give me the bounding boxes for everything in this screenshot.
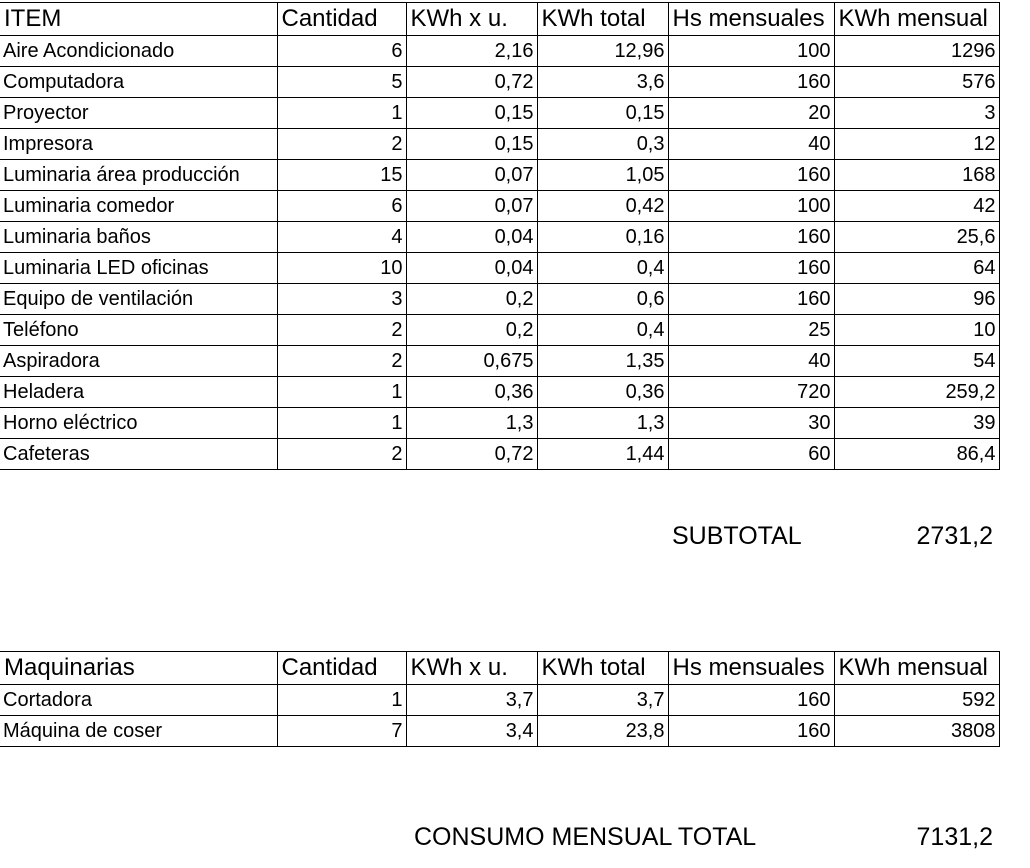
row-value-cell: 160	[668, 222, 834, 253]
header-kwh-total: KWh total	[537, 3, 668, 36]
row-value-cell: 2	[277, 315, 406, 346]
row-value-cell: 1,44	[537, 439, 668, 470]
row-value-cell: 1,3	[537, 408, 668, 439]
machinery-header-row	[0, 652, 999, 685]
row-value-cell: 5	[277, 67, 406, 98]
row-item-name: Máquina de coser	[0, 716, 277, 747]
machinery-table	[0, 651, 1000, 747]
row-value-cell: 0,15	[406, 98, 537, 129]
row-item-name: Equipo de ventilación	[0, 284, 277, 315]
row-value-cell: 1	[277, 685, 406, 716]
table-row	[0, 284, 999, 315]
row-value-cell: 1,35	[537, 346, 668, 377]
row-value-cell: 160	[668, 253, 834, 284]
row-item-name: Teléfono	[0, 315, 277, 346]
row-value-cell: 0,36	[537, 377, 668, 408]
row-value-cell: 60	[668, 439, 834, 470]
row-value-cell: 7	[277, 716, 406, 747]
row-value-cell: 42	[834, 191, 999, 222]
row-value-cell: 576	[834, 67, 999, 98]
row-value-cell: 30	[668, 408, 834, 439]
subtotal-value: 2731,2	[916, 522, 993, 550]
table-row	[0, 315, 999, 346]
row-value-cell: 1,05	[537, 160, 668, 191]
row-value-cell: 3	[834, 98, 999, 129]
row-value-cell: 1	[277, 408, 406, 439]
table-row	[0, 222, 999, 253]
row-value-cell: 86,4	[834, 439, 999, 470]
grand-total-value: 7131,2	[916, 823, 993, 851]
table-row	[0, 98, 999, 129]
row-value-cell: 10	[834, 315, 999, 346]
row-value-cell: 0,4	[537, 315, 668, 346]
row-value-cell: 10	[277, 253, 406, 284]
row-item-name: Aire Acondicionado	[0, 36, 277, 67]
row-value-cell: 12,96	[537, 36, 668, 67]
row-value-cell: 23,8	[537, 716, 668, 747]
row-value-cell: 0,42	[537, 191, 668, 222]
table-row	[0, 67, 999, 98]
row-value-cell: 15	[277, 160, 406, 191]
grand-total-label: CONSUMO MENSUAL TOTAL	[414, 823, 757, 851]
row-value-cell: 4	[277, 222, 406, 253]
row-value-cell: 3808	[834, 716, 999, 747]
row-value-cell: 0,07	[406, 191, 537, 222]
header-kwh-mensual: KWh mensual	[834, 3, 999, 36]
header-kwh-total: KWh total	[537, 652, 668, 685]
row-value-cell: 0,04	[406, 253, 537, 284]
table-row	[0, 716, 999, 747]
row-value-cell: 64	[834, 253, 999, 284]
row-item-name: Heladera	[0, 377, 277, 408]
row-value-cell: 3,7	[537, 685, 668, 716]
row-value-cell: 39	[834, 408, 999, 439]
row-value-cell: 0,15	[537, 98, 668, 129]
row-value-cell: 0,3	[537, 129, 668, 160]
header-hs-mensuales: Hs mensuales	[668, 3, 834, 36]
table-row	[0, 129, 999, 160]
row-value-cell: 3	[277, 284, 406, 315]
subtotal-label: SUBTOTAL	[672, 522, 802, 550]
header-kwh-mensual: KWh mensual	[834, 652, 999, 685]
row-item-name: Computadora	[0, 67, 277, 98]
row-value-cell: 6	[277, 36, 406, 67]
row-item-name: Luminaria área producción	[0, 160, 277, 191]
row-value-cell: 160	[668, 685, 834, 716]
table-row	[0, 346, 999, 377]
row-item-name: Luminaria baños	[0, 222, 277, 253]
table-row	[0, 408, 999, 439]
row-value-cell: 160	[668, 716, 834, 747]
table-row	[0, 377, 999, 408]
row-value-cell: 0,2	[406, 284, 537, 315]
row-value-cell: 160	[668, 160, 834, 191]
row-value-cell: 0,16	[537, 222, 668, 253]
table-row	[0, 439, 999, 470]
table-row	[0, 160, 999, 191]
equipment-table-body	[0, 36, 999, 470]
header-kwh-unit: KWh x u.	[406, 3, 537, 36]
row-item-name: Aspiradora	[0, 346, 277, 377]
row-item-name: Proyector	[0, 98, 277, 129]
table-row	[0, 685, 999, 716]
row-value-cell: 40	[668, 346, 834, 377]
machinery-table-body	[0, 685, 999, 747]
row-value-cell: 20	[668, 98, 834, 129]
row-value-cell: 0,72	[406, 67, 537, 98]
row-value-cell: 1,3	[406, 408, 537, 439]
table-row	[0, 191, 999, 222]
row-value-cell: 160	[668, 284, 834, 315]
row-value-cell: 100	[668, 36, 834, 67]
row-item-name: Impresora	[0, 129, 277, 160]
row-value-cell: 25,6	[834, 222, 999, 253]
row-value-cell: 0,04	[406, 222, 537, 253]
row-item-name: Cortadora	[0, 685, 277, 716]
row-value-cell: 0,15	[406, 129, 537, 160]
row-value-cell: 100	[668, 191, 834, 222]
row-value-cell: 1296	[834, 36, 999, 67]
row-value-cell: 0,4	[537, 253, 668, 284]
row-value-cell: 592	[834, 685, 999, 716]
row-value-cell: 2	[277, 346, 406, 377]
equipment-table	[0, 2, 1000, 470]
row-item-name: Luminaria LED oficinas	[0, 253, 277, 284]
row-value-cell: 160	[668, 67, 834, 98]
header-cantidad: Cantidad	[277, 652, 406, 685]
equipment-header-row	[0, 3, 999, 36]
row-item-name: Horno eléctrico	[0, 408, 277, 439]
row-value-cell: 2	[277, 129, 406, 160]
row-value-cell: 12	[834, 129, 999, 160]
row-value-cell: 40	[668, 129, 834, 160]
row-value-cell: 720	[668, 377, 834, 408]
row-value-cell: 259,2	[834, 377, 999, 408]
row-value-cell: 3,4	[406, 716, 537, 747]
row-value-cell: 1	[277, 98, 406, 129]
header-hs-mensuales: Hs mensuales	[668, 652, 834, 685]
header-cantidad: Cantidad	[277, 3, 406, 36]
row-value-cell: 2,16	[406, 36, 537, 67]
row-value-cell: 25	[668, 315, 834, 346]
row-value-cell: 0,675	[406, 346, 537, 377]
row-item-name: Luminaria comedor	[0, 191, 277, 222]
header-item: ITEM	[0, 3, 277, 36]
row-value-cell: 0,36	[406, 377, 537, 408]
row-value-cell: 0,2	[406, 315, 537, 346]
row-item-name: Cafeteras	[0, 439, 277, 470]
row-value-cell: 168	[834, 160, 999, 191]
row-value-cell: 0,6	[537, 284, 668, 315]
table-row	[0, 36, 999, 67]
row-value-cell: 96	[834, 284, 999, 315]
row-value-cell: 6	[277, 191, 406, 222]
row-value-cell: 3,6	[537, 67, 668, 98]
header-kwh-unit: KWh x u.	[406, 652, 537, 685]
row-value-cell: 54	[834, 346, 999, 377]
row-value-cell: 0,07	[406, 160, 537, 191]
row-value-cell: 1	[277, 377, 406, 408]
row-value-cell: 2	[277, 439, 406, 470]
table-row	[0, 253, 999, 284]
row-value-cell: 3,7	[406, 685, 537, 716]
header-maquinarias: Maquinarias	[0, 652, 277, 685]
row-value-cell: 0,72	[406, 439, 537, 470]
